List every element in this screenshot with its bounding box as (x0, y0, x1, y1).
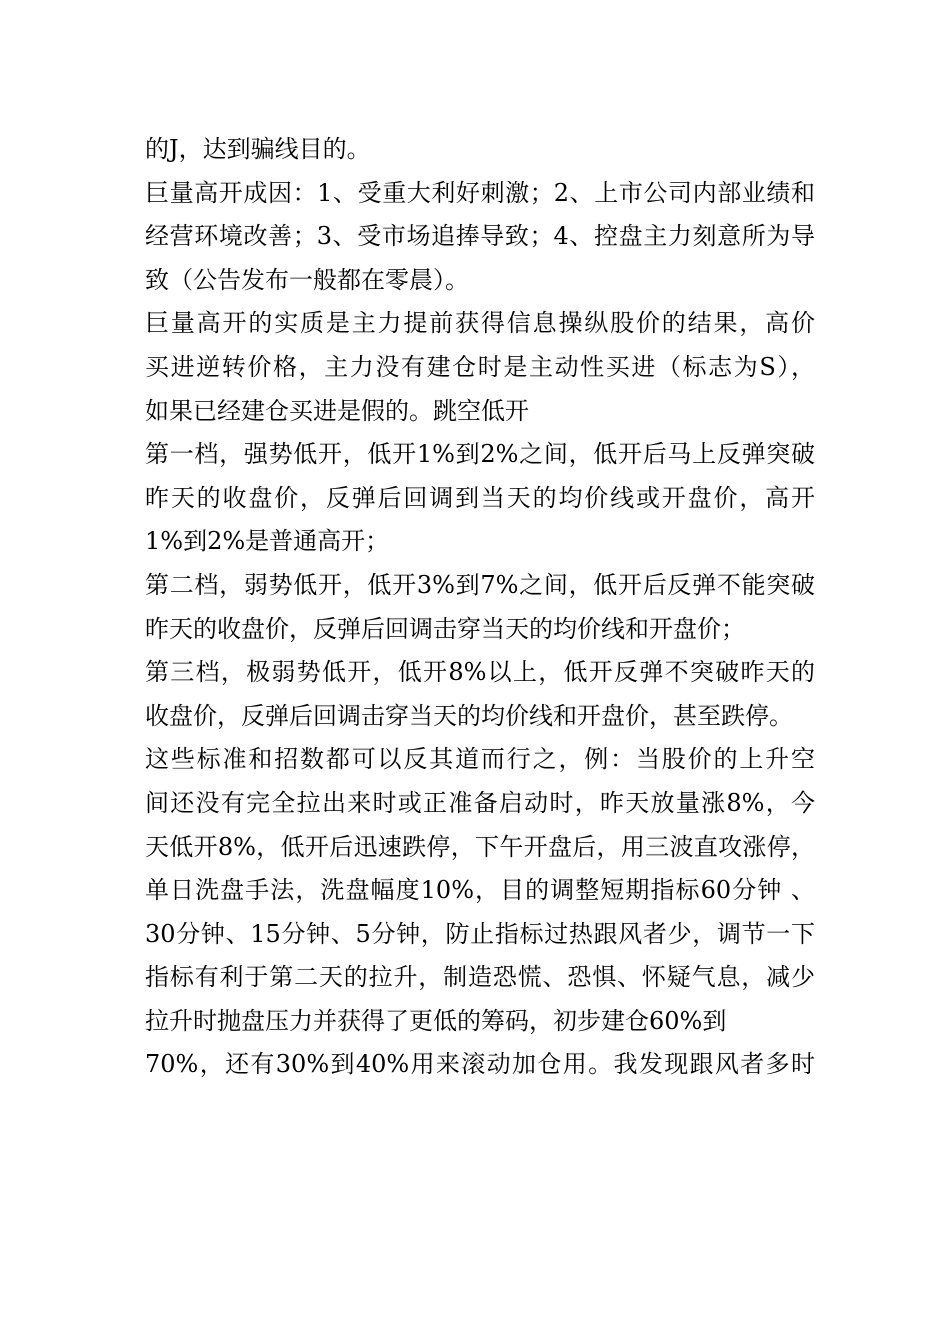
text-line: 第三档，极弱势低开，低开8%以上，低开反弹不突破昨天的 (145, 658, 815, 687)
text-line: 买进逆转价格，主力没有建仓时是主动性买进（标志为S）， (145, 352, 815, 381)
text-line: 30分钟、15分钟、5分钟，防止指标过热跟风者少，调节一下 (145, 919, 815, 948)
text-line: 巨量高开的实质是主力提前获得信息操纵股价的结果，高价 (145, 309, 815, 338)
text-line: 1%到2%是普通高开； (145, 527, 390, 556)
text-line: 天低开8%，低开后迅速跌停，下午开盘后，用三波直攻涨停， (145, 832, 815, 861)
text-line: 拉升时抛盘压力并获得了更低的筹码，初步建仓60%到 (145, 1006, 727, 1035)
text-line: 第二档，弱势低开，低开3%到7%之间，低开后反弹不能突破 (145, 570, 815, 599)
text-line: 单日洗盘手法，洗盘幅度10%，目的调整短期指标60分钟 、 (145, 876, 815, 905)
text-line: 经营环境改善；3、受市场追捧导致；4、控盘主力刻意所为导 (145, 222, 815, 251)
text-line: 70%，还有30%到40%用来滚动加仓用。我发现跟风者多时 (145, 1050, 815, 1079)
text-line: 这些标准和招数都可以反其道而行之，例：当股价的上升空 (145, 745, 815, 774)
text-line: 如果已经建仓买进是假的。跳空低开 (145, 396, 529, 425)
text-line: 巨量高开成因：1、受重大利好刺激；2、上市公司内部业绩和 (145, 178, 815, 207)
document-body (145, 128, 815, 1087)
text-line: 昨天的收盘价，反弹后回调击穿当天的均价线和开盘价； (145, 614, 745, 643)
text-line: 的J，达到骗线目的。 (145, 135, 371, 163)
text-line: 收盘价，反弹后回调击穿当天的均价线和开盘价，甚至跌停。 (145, 701, 793, 730)
text-line: 间还没有完全拉出来时或正准备启动时，昨天放量涨8%，今 (145, 788, 815, 817)
text-line: 指标有利于第二天的拉升，制造恐慌、恐惧、怀疑气息，减少 (145, 963, 815, 992)
text-line: 致（公告发布一般都在零晨）。 (145, 265, 469, 294)
text-line: 昨天的收盘价，反弹后回调到当天的均价线或开盘价，高开 (145, 483, 815, 512)
text-line: 第一档，强势低开，低开1%到2%之间，低开后马上反弹突破 (145, 440, 815, 469)
